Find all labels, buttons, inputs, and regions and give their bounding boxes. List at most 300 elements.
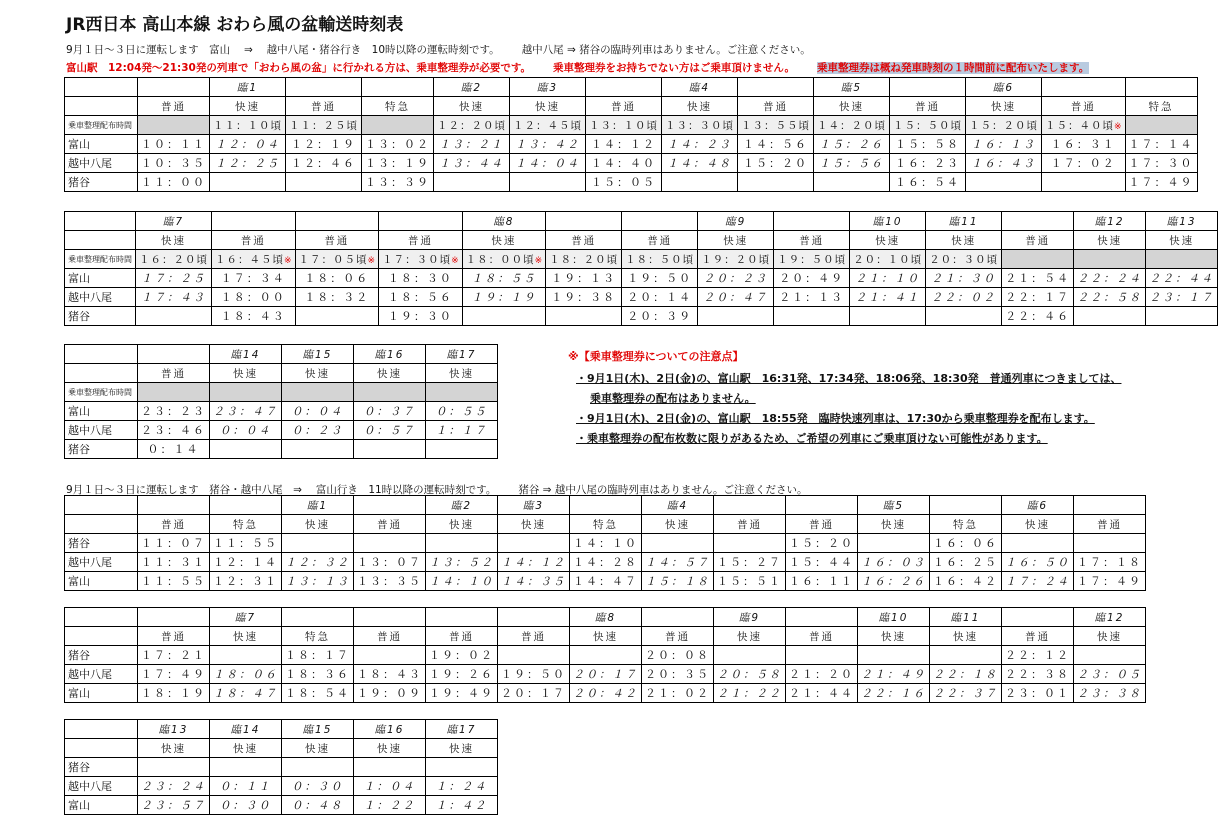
toyama-cell: １８：５４ [282,684,354,703]
rinji-cell: 臨1 [282,496,354,515]
inotani-cell: １３：３９ [362,173,434,192]
rinji-cell: 臨9 [714,608,786,627]
inotani-cell [510,173,586,192]
inotani-cell: １７：４９ [1125,173,1197,192]
yatsuo-cell: ２３：２４ [138,777,210,796]
inotani-cell [662,173,738,192]
type-cell: 快速 [282,364,354,383]
inotani-cell: １５：２０ [786,534,858,553]
rinji-cell [379,212,463,231]
inotani-cell [1146,307,1218,326]
yatsuo-cell: １５：５６ [814,154,890,173]
rinji-cell: 臨14 [210,345,282,364]
rinji-cell [212,212,296,231]
yatsuo-cell: １８：３２ [295,288,379,307]
yatsuo-cell: １６：２３ [890,154,966,173]
type-cell: 快速 [570,627,642,646]
rinji-cell [570,496,642,515]
yatsuo-cell: ２２：０２ [926,288,1002,307]
inotani-cell [738,173,814,192]
dist-cell [1002,250,1074,269]
type-cell: 普通 [426,627,498,646]
inotani-cell [774,307,850,326]
yatsuo-cell: ０：１１ [210,777,282,796]
type-cell: 快速 [434,97,510,116]
yatsuo-label: 越中八尾 [65,154,138,173]
toyama-cell: １３：３５ [354,572,426,591]
type-cell: 快速 [354,364,426,383]
inotani-cell [295,307,379,326]
type-cell: 快速 [210,97,286,116]
rinji-cell [642,608,714,627]
type-cell: 快速 [1074,231,1146,250]
inotani-cell [570,646,642,665]
rinji-cell: 臨17 [426,345,498,364]
yatsuo-row [65,154,1198,173]
yatsuo-cell: １９：２６ [426,665,498,684]
rinji-cell [786,496,858,515]
rinji-cell [1042,78,1126,97]
yatsuo-cell: ２２：５８ [1074,288,1146,307]
yatsuo-row [65,288,1218,307]
type-cell: 快速 [662,97,738,116]
toyama-cell: ２３：５７ [138,796,210,815]
inotani-cell [282,534,354,553]
toyama-cell: １７：１４ [1125,135,1197,154]
rinji-cell: 臨3 [510,78,586,97]
yatsuo-cell: １９：５０ [498,665,570,684]
toyama-cell: ２１：２２ [714,684,786,703]
yatsuo-cell: １８：００ [212,288,296,307]
yatsuo-row [65,665,1146,684]
dist-cell: １３：３０頃 [662,116,738,135]
inotani-cell [858,646,930,665]
toyama-cell: ０：４８ [282,796,354,815]
dist-cell: １５：５０頃 [890,116,966,135]
inotani-cell [546,307,622,326]
inotani-cell [498,534,570,553]
note-mark: ※ [1114,121,1122,132]
rinji-cell [282,608,354,627]
toyama-cell: １：４２ [426,796,498,815]
type-cell: 特急 [362,97,434,116]
yatsuo-cell: ２３：４６ [138,421,210,440]
ticket-notes [568,348,1121,450]
yatsuo-cell: １６：２５ [930,553,1002,572]
rinji-row [65,345,498,364]
inotani-cell: １８：４３ [212,307,296,326]
type-cell: 快速 [426,515,498,534]
toyama-cell: ２２：２４ [1074,269,1146,288]
toyama-cell: ０：３７ [354,402,426,421]
type-cell: 快速 [966,97,1042,116]
toyama-cell: １６：１３ [966,135,1042,154]
toyama-cell: １７：２４ [1002,572,1074,591]
type-cell: 普通 [138,627,210,646]
dist-label: 乗車整理配布時間 [65,116,138,135]
yatsuo-cell: １２：１４ [210,553,282,572]
yatsuo-cell: １６：４３ [966,154,1042,173]
rinji-cell [286,78,362,97]
yatsuo-cell: ２２：３８ [1002,665,1074,684]
toyama-cell: １２：１９ [286,135,362,154]
yatsuo-cell: １４：５７ [642,553,714,572]
dist-cell: １９：２０頃 [698,250,774,269]
toyama-cell: １４：２３ [662,135,738,154]
toyama-cell: １２：０４ [210,135,286,154]
toyama-cell: １５：５８ [890,135,966,154]
toyama-cell: １３：２１ [434,135,510,154]
inotani-cell [786,646,858,665]
dist-cell [282,383,354,402]
toyama-cell: １４：５６ [738,135,814,154]
yatsuo-cell: ２２：１８ [930,665,1002,684]
yatsuo-cell: １０：３５ [138,154,210,173]
rinji-cell: 臨10 [858,608,930,627]
yatsuo-cell: ０：５７ [354,421,426,440]
toyama-cell: １８：４７ [210,684,282,703]
page-title: JR西日本 高山本線 おわら風の盆輸送時刻表 [66,15,404,35]
rinji-cell: 臨1 [210,78,286,97]
rinji-row [65,720,498,739]
type-cell: 快速 [510,97,586,116]
up-table-2 [64,607,1146,703]
rinji-cell [362,78,434,97]
yatsuo-label: 越中八尾 [65,553,138,572]
rinji-cell: 臨10 [850,212,926,231]
rinji-cell: 臨8 [570,608,642,627]
inotani-cell [858,534,930,553]
inotani-row [65,307,1218,326]
yatsuo-cell: １７：１８ [1074,553,1146,572]
inotani-cell [434,173,510,192]
type-cell: 普通 [1074,515,1146,534]
note-mark: ※ [451,255,459,266]
yatsuo-cell: ２０：１４ [622,288,698,307]
rinji-cell [586,78,662,97]
notes-item-3: ・乗車整理券の配布枚数に限りがあるため、ご希望の列車にご乗車頂けない可能性があります。 [576,432,1048,445]
rinji-label [65,78,138,97]
notice-up-extra: 猪谷 ⇒ 越中八尾の臨時列車はありません。ご注意ください。 [518,484,808,496]
yatsuo-cell: １３：１９ [362,154,434,173]
yatsuo-row [65,553,1146,572]
toyama-cell: ２２：３７ [930,684,1002,703]
type-cell: 普通 [379,231,463,250]
toyama-cell: ２１：０２ [642,684,714,703]
toyama-cell: ２１：５４ [1002,269,1074,288]
inotani-label: 猪谷 [65,173,138,192]
yatsuo-cell: １８：３６ [282,665,354,684]
type-cell: 普通 [1042,97,1126,116]
yatsuo-label: 越中八尾 [65,665,138,684]
rinji-cell: 臨16 [354,345,426,364]
rinji-cell [498,608,570,627]
dist-time: １６：４５頃 [215,253,284,266]
toyama-label: 富山 [65,269,136,288]
toyama-label: 富山 [65,402,138,421]
type-row [65,739,498,758]
dist-cell: １２：２０頃 [434,116,510,135]
down-table-1 [64,77,1198,192]
toyama-cell: ２１：１０ [850,269,926,288]
rinji-cell [138,608,210,627]
rinji-label [65,720,138,739]
type-label [65,97,138,116]
toyama-cell: １３：０２ [362,135,434,154]
type-label [65,627,138,646]
dist-row [65,250,1218,269]
type-cell: 快速 [714,627,786,646]
toyama-cell: ０：０４ [282,402,354,421]
type-cell: 特急 [570,515,642,534]
inotani-cell [642,534,714,553]
toyama-cell: ２０：４２ [570,684,642,703]
toyama-cell: ２２：４４ [1146,269,1218,288]
rinji-cell: 臨15 [282,345,354,364]
type-label [65,231,136,250]
up-table-3 [64,719,498,815]
yatsuo-cell: ２１：１３ [774,288,850,307]
yatsuo-cell: １４：４０ [586,154,662,173]
inotani-cell [814,173,890,192]
yatsuo-cell: １３：０７ [354,553,426,572]
yatsuo-cell: １１：３１ [138,553,210,572]
rinji-cell: 臨15 [282,720,354,739]
inotani-label: 猪谷 [65,534,138,553]
dist-cell [1074,250,1146,269]
inotani-row [65,758,498,777]
toyama-cell: １５：２６ [814,135,890,154]
inotani-cell: １９：３０ [379,307,463,326]
toyama-row [65,402,498,421]
toyama-cell: １４：４７ [570,572,642,591]
toyama-cell: １９：０９ [354,684,426,703]
toyama-cell: １３：４２ [510,135,586,154]
rinji-row [65,608,1146,627]
type-cell: 快速 [498,515,570,534]
rinji-cell: 臨2 [434,78,510,97]
rinji-cell [546,212,622,231]
type-cell: 快速 [282,739,354,758]
notice-ticket [66,60,1089,75]
type-cell: 快速 [210,364,282,383]
toyama-cell: ２０：２３ [698,269,774,288]
yatsuo-cell: ２０：５８ [714,665,786,684]
type-cell: 特急 [1125,97,1197,116]
type-cell: 快速 [462,231,546,250]
type-cell: 快速 [210,739,282,758]
toyama-cell: ２２：１６ [858,684,930,703]
inotani-cell [1002,534,1074,553]
inotani-cell: １６：５４ [890,173,966,192]
rinji-cell [738,78,814,97]
inotani-cell: １１：０７ [138,534,210,553]
rinji-row [65,212,1218,231]
inotani-cell [354,440,426,459]
toyama-cell: １４：１０ [426,572,498,591]
inotani-cell [354,534,426,553]
rinji-cell: 臨11 [930,608,1002,627]
dist-row [65,116,1198,135]
type-cell: 普通 [498,627,570,646]
toyama-cell: ２１：４４ [786,684,858,703]
inotani-cell: １８：１７ [282,646,354,665]
notice-down [66,42,811,57]
dist-cell [138,383,210,402]
rinji-cell [1002,212,1074,231]
toyama-cell: ２０：４９ [774,269,850,288]
inotani-cell [1042,173,1126,192]
down-table-3 [64,344,498,459]
dist-row [65,383,498,402]
inotani-row [65,173,1198,192]
rinji-cell [930,496,1002,515]
yatsuo-cell: １７：０２ [1042,154,1126,173]
type-label [65,364,138,383]
inotani-cell [282,758,354,777]
type-cell: 快速 [136,231,212,250]
type-cell: 特急 [210,515,282,534]
inotani-cell: １４：１０ [570,534,642,553]
dist-cell: １５：２０頃 [966,116,1042,135]
toyama-cell: ２３：４７ [210,402,282,421]
yatsuo-cell: ２３：０５ [1074,665,1146,684]
yatsuo-cell: １９：３８ [546,288,622,307]
type-cell: 普通 [212,231,296,250]
notice-up-text: 9月１日～３日に運転します 猪谷・越中八尾 ⇒ 富山行き 11時以降の運転時刻です。 [66,484,497,496]
type-cell: 快速 [850,231,926,250]
notes-item-2: ・9月1日(木)、2日(金)の、富山駅 18:55発 臨時快速列車は、17:30から乗車整理券を配布します。 [576,412,1095,425]
dist-time: １８：００頃 [465,253,535,266]
yatsuo-cell: １７：４３ [136,288,212,307]
type-row [65,627,1146,646]
inotani-cell [1074,307,1146,326]
type-cell: 普通 [786,515,858,534]
dist-time: １７：０５頃 [298,253,368,266]
rinji-cell [295,212,379,231]
rinji-cell: 臨5 [858,496,930,515]
inotani-cell: １７：２１ [138,646,210,665]
yatsuo-cell: １７：３０ [1125,154,1197,173]
yatsuo-cell: ２１：４９ [858,665,930,684]
note-mark: ※ [367,255,376,266]
rinji-label [65,608,138,627]
toyama-cell: １６：４２ [930,572,1002,591]
yatsuo-cell: １：１７ [426,421,498,440]
toyama-row [65,135,1198,154]
rinji-cell: 臨17 [426,720,498,739]
inotani-cell [926,307,1002,326]
inotani-row [65,440,498,459]
rinji-cell: 臨13 [1146,212,1218,231]
rinji-cell [774,212,850,231]
type-cell: 特急 [282,627,354,646]
yatsuo-cell: １７：４９ [138,665,210,684]
type-cell: 普通 [354,515,426,534]
type-cell: 普通 [354,627,426,646]
rinji-cell [1002,608,1074,627]
rinji-cell [1125,78,1197,97]
type-cell: 快速 [354,739,426,758]
yatsuo-cell: ２１：２０ [786,665,858,684]
inotani-cell [966,173,1042,192]
yatsuo-cell: １６：０３ [858,553,930,572]
dist-label: 乗車整理配布時間 [65,250,136,269]
yatsuo-cell: １２：４６ [286,154,362,173]
rinji-cell [354,608,426,627]
inotani-label: 猪谷 [65,758,138,777]
inotani-cell [210,646,282,665]
yatsuo-cell: １２：３２ [282,553,354,572]
dist-cell [295,250,379,269]
inotani-cell [462,307,546,326]
notes-item-1b: 乗車整理券の配布はありません。 [590,392,756,405]
inotani-row [65,534,1146,553]
type-cell: 快速 [858,515,930,534]
inotani-cell [210,173,286,192]
notice-ticket-b: 乗車整理券をお持ちでない方はご乗車頂けません。 [553,62,796,74]
toyama-cell: ０：３０ [210,796,282,815]
type-row [65,515,1146,534]
toyama-cell: ２３：３８ [1074,684,1146,703]
toyama-label: 富山 [65,135,138,154]
inotani-cell [1074,646,1146,665]
toyama-cell: １６：２６ [858,572,930,591]
toyama-row [65,269,1218,288]
type-cell: 普通 [890,97,966,116]
rinji-cell: 臨4 [662,78,738,97]
dist-cell [354,383,426,402]
type-label [65,739,138,758]
yatsuo-label: 越中八尾 [65,421,138,440]
dist-cell: ２０：３０頃 [926,250,1002,269]
rinji-cell [210,496,282,515]
inotani-cell [138,758,210,777]
yatsuo-cell: １８：４３ [354,665,426,684]
yatsuo-cell: １８：５６ [379,288,463,307]
rinji-cell: 臨4 [642,496,714,515]
toyama-cell: １４：１２ [586,135,662,154]
inotani-cell [210,758,282,777]
yatsuo-cell: １：０４ [354,777,426,796]
rinji-label [65,345,138,364]
rinji-cell [1074,496,1146,515]
type-cell: 快速 [642,515,714,534]
dist-cell [362,116,434,135]
rinji-cell: 臨14 [210,720,282,739]
inotani-label: 猪谷 [65,440,138,459]
inotani-cell: ２２：４６ [1002,307,1074,326]
inotani-cell [286,173,362,192]
type-cell: 快速 [698,231,774,250]
type-cell: 普通 [286,97,362,116]
type-cell: 普通 [586,97,662,116]
type-cell: 普通 [714,515,786,534]
inotani-cell [210,440,282,459]
inotani-row [65,646,1146,665]
type-cell: 快速 [210,627,282,646]
yatsuo-cell: １４：４８ [662,154,738,173]
type-row [65,364,498,383]
toyama-cell: １９：５０ [622,269,698,288]
dist-cell: １９：５０頃 [774,250,850,269]
type-cell: 快速 [1074,627,1146,646]
type-cell: 普通 [138,515,210,534]
toyama-label: 富山 [65,684,138,703]
toyama-cell: １８：３０ [379,269,463,288]
rinji-cell [890,78,966,97]
type-cell: 快速 [926,231,1002,250]
